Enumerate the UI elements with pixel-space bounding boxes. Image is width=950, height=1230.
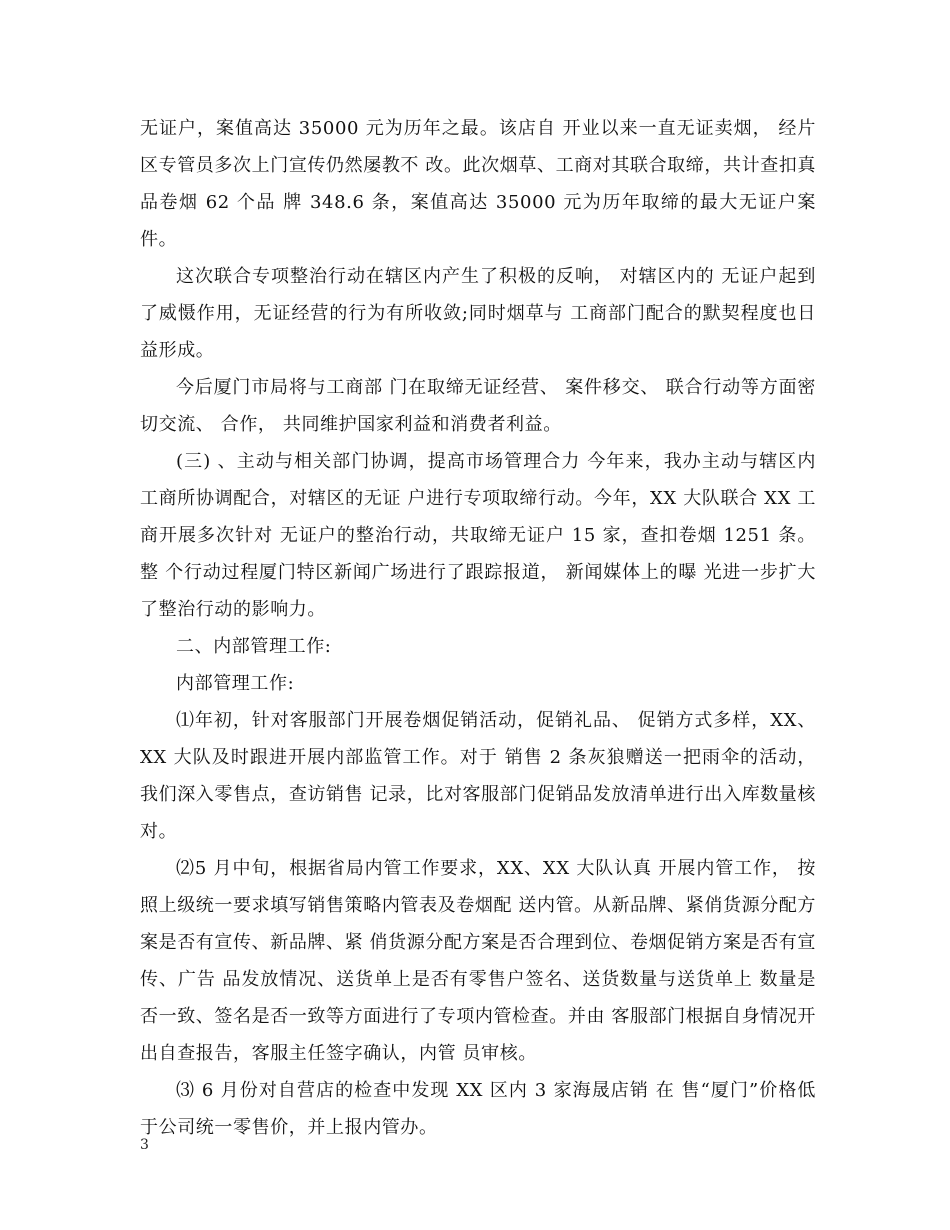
paragraph-item-1: ⑴年初，针对客服部门开展卷烟促销活动，促销礼品、 促销方式多样，XX、XX 大队及时跟进开展内部监管工作。对于 销售 2 条灰狼赠送一把雨伞的活动，我们深入零售点，查访销售 记录，比对客服部门促销品发放清单进行出入库数量核对。 <box>140 710 816 842</box>
paragraph-3: 今后厦门市局将与工商部 门在取缔无证经营、 案件移交、 联合行动等方面密切交流、 合作， 共同维护国家利益和消费者利益。 <box>140 377 816 435</box>
paragraph-1: 无证户，案值高达 35000 元为历年之最。该店自 开业以来一直无证卖烟， 经片区专管员多次上门宣传仍然屡教不 改。此次烟草、工商对其联合取缔，共计查扣真品卷烟 62 个品 牌 348.6 条，案值高达 35000 元为历年取缔的最大无证户案件。 <box>140 118 816 250</box>
paragraph-2: 这次联合专项整治行动在辖区内产生了积极的反响， 对辖区内的 无证户起到了威慑作用，无证经营的行为有所收敛;同时烟草与 工商部门配合的默契程度也日益形成。 <box>140 266 816 361</box>
paragraph-4: (三) 、主动与相关部门协调，提高市场管理合力 今年来，我办主动与辖区内工商所协调配合，对辖区的无证 户进行专项取缔行动。今年，XX 大队联合 XX 工商开展多次针对 无证户的整治行动，共取缔无证户 15 家，查扣卷烟 1251 条。整 个行动过程厦门特区新闻广场进行了跟踪报道， 新闻媒体上的曝 光进一步扩大了整治行动的影响力。 <box>140 451 816 620</box>
document-body <box>140 110 816 1146</box>
section-heading-internal-management: 二、内部管理工作: <box>176 636 332 657</box>
subheading-internal-management: 内部管理工作: <box>176 673 295 694</box>
paragraph-item-3: ⑶ 6 月份对自营店的检查中发现 XX 区内 3 家海晟店销 在 售“厦门”价格低于公司统一零售价，并上报内管办。 <box>140 1080 816 1138</box>
page-number: 3 <box>140 1137 149 1153</box>
paragraph-item-2: ⑵5 月中旬，根据省局内管工作要求，XX、XX 大队认真 开展内管工作， 按照上级统一要求填写销售策略内管表及卷烟配 送内管。从新品牌、紧俏货源分配方案是否有宣传、新品牌、紧 俏货源分配方案是否合理到位、卷烟促销方案是否有宣传、广告 品发放情况、送货单上是否有零售户签名、送货数量与送货单上 数量是否一致、签名是否一致等方面进行了专项内管检查。并由 客服部门根据自身情况开出自查报告，客服主任签字确认，内管 员审核。 <box>140 858 816 1064</box>
